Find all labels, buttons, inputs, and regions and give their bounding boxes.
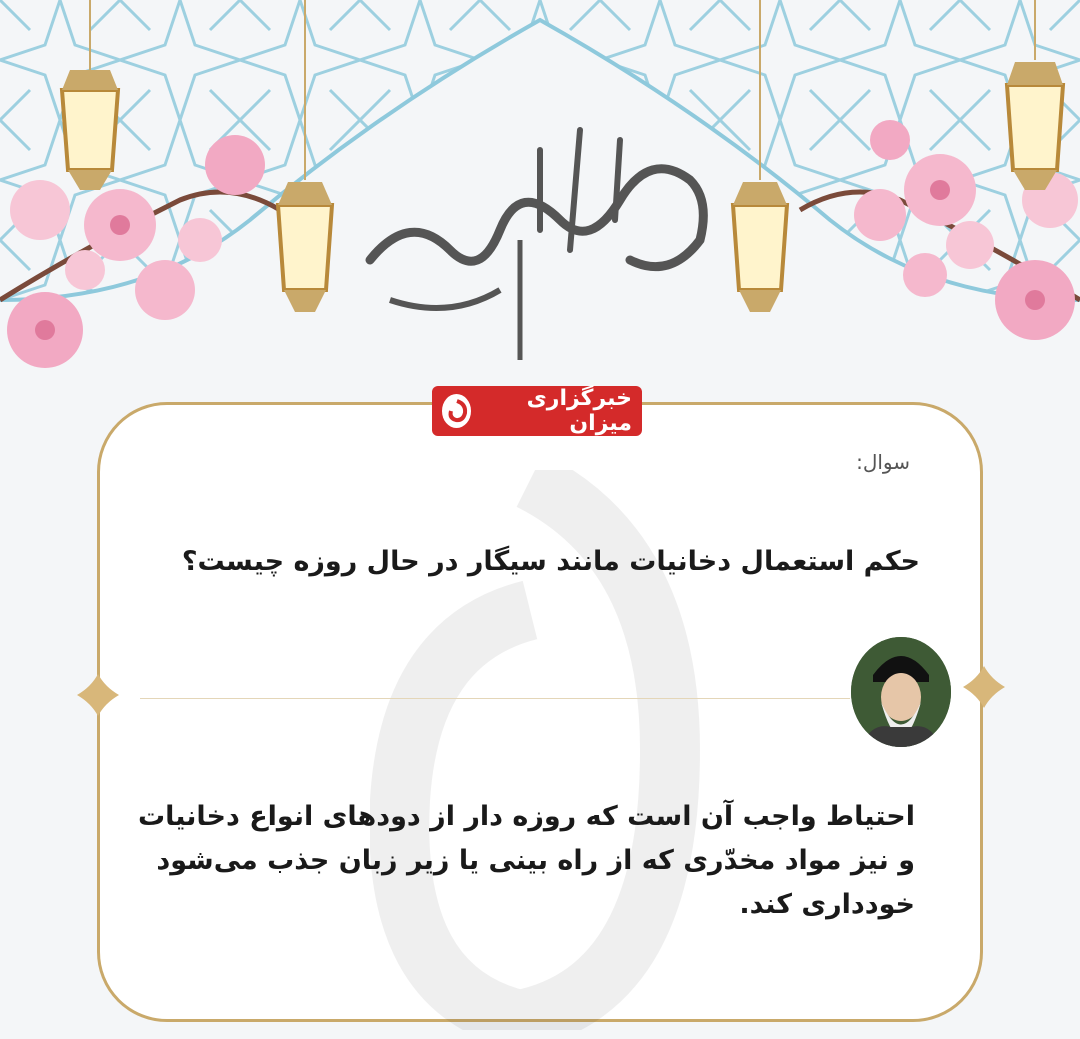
question-label: سوال: [856,450,910,474]
lantern-icon [62,70,118,190]
brand-badge [432,386,642,436]
ornament-icon [75,672,121,718]
basmala-calligraphy [330,110,750,370]
ornament-icon [961,664,1007,710]
avatar [851,637,951,747]
brand-logo-icon [442,394,471,428]
question-text: حکم استعمال دخانیات مانند سیگار در حال روزه چیست؟ [181,546,920,577]
divider [140,698,850,699]
lantern-icon [1007,62,1063,190]
lantern-icon [278,182,332,312]
answer-text: احتیاط واجب آن است که روزه دار از دودهای انواع دخانیات و نیز مواد مخدّری که از راه بینی یا زیر زبان جذب می‌شود خودداری کند. [137,801,915,920]
brand-name: خبرگزاری میزان [526,386,632,436]
